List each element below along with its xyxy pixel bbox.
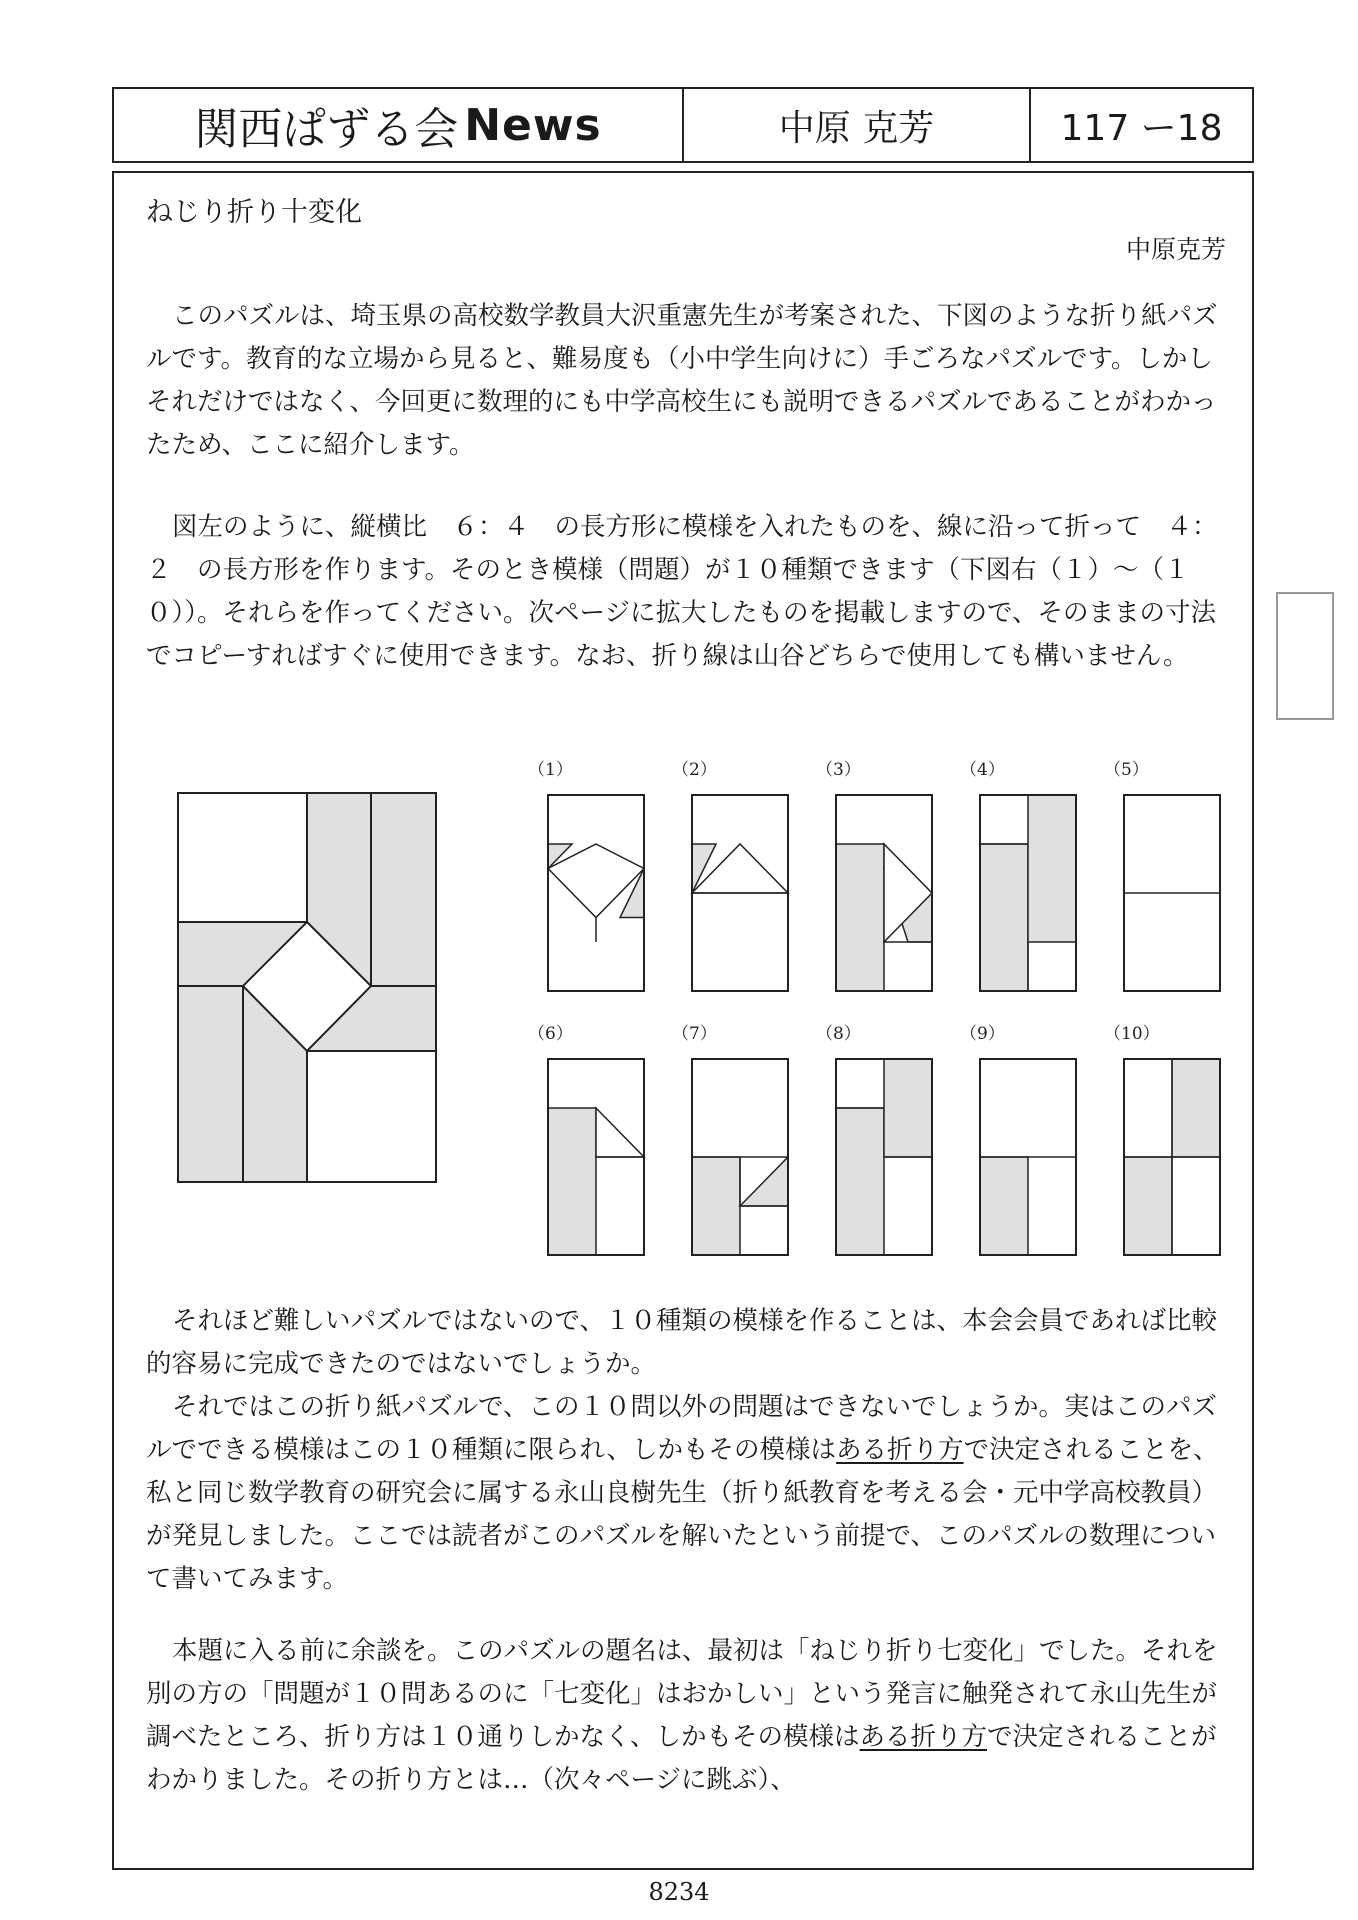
article-title: ねじり折り十変化 [146,197,362,228]
underlined-text: ある折り方 [836,1435,964,1465]
panel-label: （2） [672,760,717,780]
paragraph-rules [146,506,1226,678]
panel-label: （3） [816,760,861,780]
paragraph-aside [146,1630,1226,1802]
panel-label: （8） [816,1024,861,1044]
text-span: で決定されることを、私と同じ数学教育の研究会に属する永山良樹先生（折り紙教育を考える会・元中学高校教員）が発見しました。ここでは読者がこのパズルを解いたという前提で、このパズルの数理について書いてみます。 [146,1435,1219,1594]
panel-label: （6） [528,1024,573,1044]
page-number: 8234 [648,1878,710,1906]
paragraph-discussion [146,1300,1226,1601]
panel-label: （10） [1104,1024,1160,1044]
panel-label: （9） [960,1024,1005,1044]
newsletter-title [114,89,684,161]
issue-number: 117 ー18 [1060,107,1223,149]
panel-label: （5） [1104,760,1149,780]
text-span: それではこの折り紙パズルで、この１０問以外の問題はできないでしょうか。実はこのパズルでできる模様はこの１０種類に限られ、しかもその模様は [146,1392,1217,1465]
paragraph-text: それほど難しいパズルではないので、１０種類の模様を作ることは、本会会員であれば比較的容易に完成できたのではないでしょうか。 [146,1306,1217,1379]
text-span: で決定されることがわかりました。その折り方とは…（次々ページに跳ぶ）、 [146,1722,1217,1795]
newsletter-title-news: News [464,99,602,151]
paragraph-intro [146,295,1226,467]
panel-label: （7） [672,1024,717,1044]
paragraph-text: 図左のように、縦横比 ６：４ の長方形に模様を入れたものを、線に沿って折って ４：２ の長方形を作ります。そのとき模様（問題）が１０種類できます（下図右（１）〜（１０））。それらを作ってください。次ページに拡大したものを掲載しますので、そのままの寸法でコピーすればすぐに使用できます。なお、折り線は山谷どちらで使用しても構いません。 [146,512,1218,671]
panel-label: （4） [960,760,1005,780]
article-author: 中原克芳 [1125,235,1226,264]
newsletter-title-text: 関西ぱずる会 [194,104,459,155]
side-tab [1276,592,1334,720]
text-span: 本題に入る前に余談を。このパズルの題名は、最初は「ねじり折り七変化」でした。それを別の方の「問題が１０問あるのに「七変化」はおかしい」という発言に触発されて永山先生が調べたところ、折り方は１０通りしかなく、しかもその模様は [146,1636,1218,1752]
paragraph-text [146,1630,1226,1802]
underlined-text: ある折り方 [859,1722,988,1752]
panel-label: （1） [528,760,573,780]
header-bar [112,87,1254,163]
paragraph-text: このパズルは、埼玉県の高校数学教員大沢重憲先生が考案された、下図のような折り紙パズルです。教育的な立場から見ると、難易度も（小中学生向けに）手ごろなパズルです。しかしそれだけではなく、今回更に数理的にも中学高校生にも説明できるパズルであることがわかったため、ここに紹介します。 [146,301,1218,460]
header-author: 中原 克芳 [684,89,1031,161]
paragraph-text-2 [146,1386,1226,1601]
